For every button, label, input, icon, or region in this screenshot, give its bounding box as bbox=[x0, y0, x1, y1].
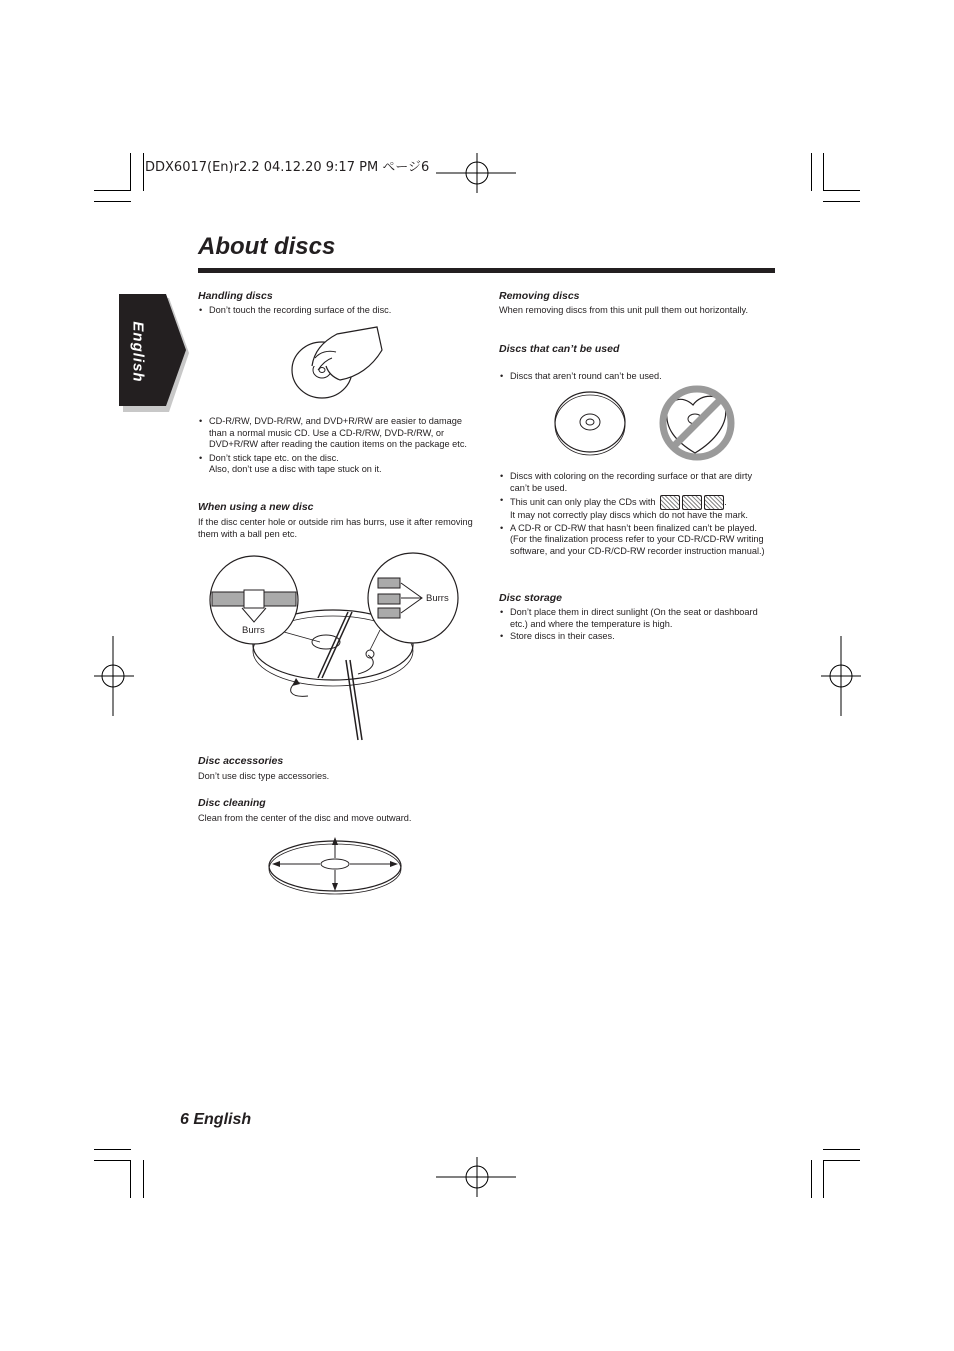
registration-mark bbox=[436, 1157, 518, 1197]
hand-disc-illustration bbox=[282, 322, 392, 402]
cleaning-heading: Disc cleaning bbox=[198, 797, 266, 809]
crop-mark bbox=[94, 1160, 131, 1161]
handling-bullet: • Don’t touch the recording surface of the disc. bbox=[198, 305, 479, 317]
burrs-label-left: Burrs bbox=[242, 625, 265, 636]
registration-mark bbox=[436, 153, 518, 193]
cant-use-bullet: • Discs with coloring on the recording surface or that are dirty can’t be used. bbox=[499, 471, 767, 494]
crop-mark bbox=[823, 1160, 860, 1161]
handling-bullet-line: Also, don’t use a disc with tape stuck on it. bbox=[209, 464, 382, 474]
registration-mark bbox=[821, 636, 861, 716]
cd-mark-sentence: This unit can only play the CDs with bbox=[510, 496, 656, 507]
cd-mark-note: It may not correctly play discs which do not have the mark. bbox=[510, 510, 748, 520]
registration-mark bbox=[94, 636, 134, 716]
compact-disc-logo-icon bbox=[660, 495, 680, 510]
burrs-label-right: Burrs bbox=[426, 593, 449, 604]
new-disc-heading: When using a new disc bbox=[198, 501, 314, 513]
round-disc-illustration bbox=[552, 390, 632, 458]
crop-mark bbox=[94, 1149, 131, 1150]
cleaning-body: Clean from the center of the disc and move outward. bbox=[198, 813, 412, 823]
removing-heading: Removing discs bbox=[499, 290, 580, 302]
cant-use-heading: Discs that can’t be used bbox=[499, 343, 620, 355]
new-disc-body: If the disc center hole or outside rim has burrs, use it after removing them with a ball pen etc. bbox=[198, 517, 473, 539]
storage-heading: Disc storage bbox=[499, 592, 563, 604]
crop-mark bbox=[823, 190, 860, 191]
crop-mark bbox=[823, 1160, 824, 1198]
crop-mark bbox=[823, 201, 860, 202]
storage-bullet: • Store discs in their cases. bbox=[499, 631, 764, 643]
crop-mark bbox=[823, 153, 824, 191]
cleaning-disc-illustration bbox=[266, 834, 404, 896]
cant-use-bullet: • A CD-R or CD-RW that hasn’t been finalized can’t be played. (For the finalization process refer to your CD-R/CD-RW writing software, and your CD-R/CD-RW recorder instruction manual.) bbox=[499, 523, 767, 558]
cd-mark-period: . bbox=[724, 496, 727, 507]
accessories-heading: Disc accessories bbox=[198, 755, 284, 767]
crop-mark bbox=[143, 153, 144, 191]
page-number-footer: 6 English bbox=[180, 1111, 252, 1128]
crop-mark bbox=[94, 201, 131, 202]
burrs-illustration bbox=[208, 550, 463, 745]
title-rule bbox=[198, 268, 775, 273]
crop-mark bbox=[811, 153, 812, 191]
heart-disc-prohibited-icon bbox=[655, 383, 739, 463]
crop-mark bbox=[130, 1160, 131, 1198]
crop-mark bbox=[811, 1160, 812, 1198]
crop-mark bbox=[143, 1160, 144, 1198]
handling-bullet bbox=[198, 453, 468, 476]
crop-mark bbox=[823, 1149, 860, 1150]
handling-bullet-line: • Don’t stick tape etc. on the disc. bbox=[209, 452, 339, 463]
accessories-body: Don’t use disc type accessories. bbox=[198, 771, 330, 781]
handling-bullet: • CD-R/RW, DVD-R/RW, and DVD+R/RW are easier to damage than a normal music CD. Use a CD-R/RW, DVD-R/RW, or DVD+R/RW after reading the caution items on the package etc. bbox=[198, 416, 468, 451]
handling-heading: Handling discs bbox=[198, 290, 273, 302]
print-header: DDX6017(En)r2.2 04.12.20 9:17 PM ページ6 bbox=[145, 160, 430, 175]
compact-disc-recordable-logo-icon bbox=[704, 495, 724, 510]
page-title: About discs bbox=[198, 233, 336, 260]
cant-use-bullet bbox=[499, 495, 767, 522]
compact-disc-text-logo-icon bbox=[682, 495, 702, 510]
storage-bullet: • Don’t place them in direct sunlight (On the seat or dashboard etc.) and where the temperature is high. bbox=[499, 607, 764, 630]
crop-mark bbox=[130, 153, 131, 191]
cant-use-bullet: • Discs that aren’t round can’t be used. bbox=[499, 371, 775, 383]
crop-mark bbox=[94, 190, 131, 191]
language-tab-label: English bbox=[129, 321, 147, 383]
removing-body: When removing discs from this unit pull them out horizontally. bbox=[499, 305, 749, 315]
